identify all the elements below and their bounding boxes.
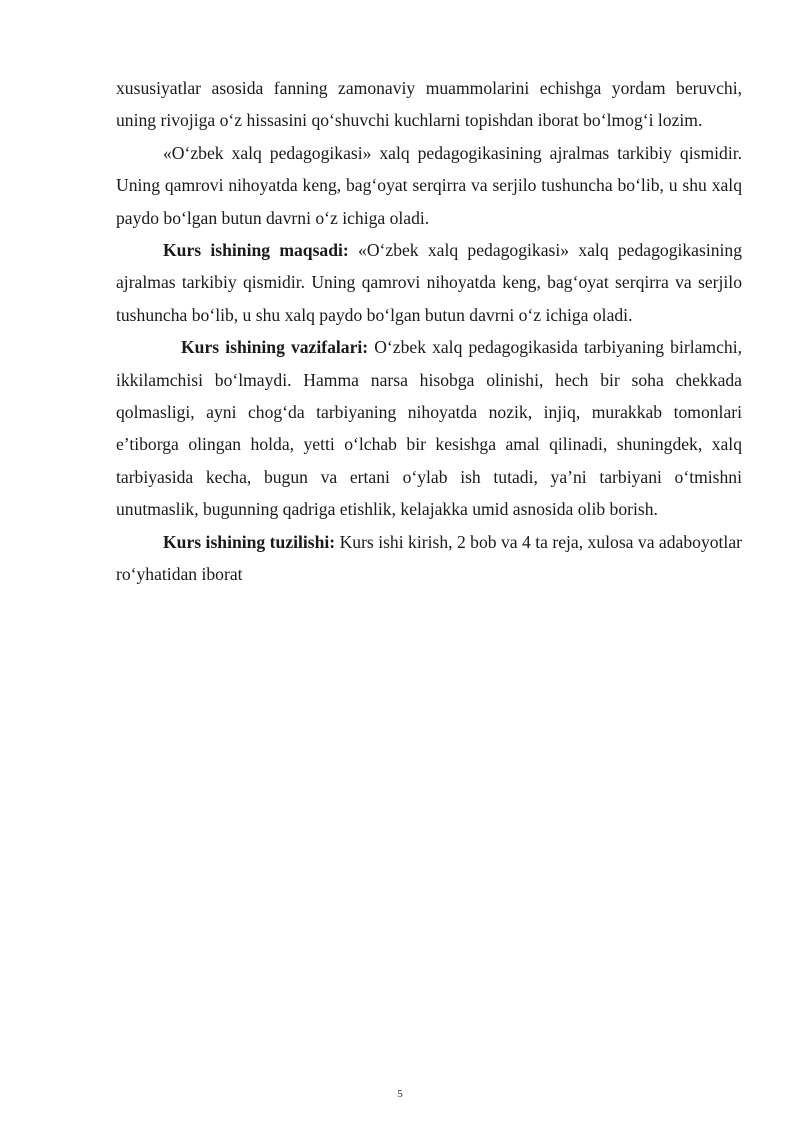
paragraph-2: «O‘zbek xalq pedagogikasi» xalq pedagogikasining ajralmas tarkibiy qismidir. Uning qamrovi nihoyatda keng, bag‘oyat serqirra va serjilo tushuncha bo‘lib, u shu xalq paydo bo‘lgan butun davrni o‘z ichiga oladi.	[116, 142, 742, 228]
structure-label: Kurs ishining tuzilishi:	[163, 531, 336, 552]
tasks-text: O‘zbek xalq pedagogikasida tarbiyaning birlamchi, ikkilamchisi bo‘lmaydi. Hamma narsa hisobga olinishi, hech bir soha chekkada qolmasligi, ayni chog‘da tarbiyaning nihoyatda nozik, injiq, murakkab tomonlari e’tiborga olingan holda, yetti o‘lchab bir kesishga amal qilinadi, shuningdek, xalq tarbiyasida kecha, bugun va ertani o‘ylab ish tutadi, ya’ni tarbiyani o‘tmishni unutmaslik, bugunning qadriga etishlik, kelajakka umid asnosida olib borish.	[116, 337, 742, 520]
paragraph-structure	[116, 526, 742, 591]
paragraph-purpose	[116, 234, 742, 331]
structure-text: Kurs ishi kirish, 2 bob va 4 ta reja, xulosa va adaboyotlar ro‘yhatidan iborat	[116, 531, 742, 585]
page-number: 5	[397, 1088, 403, 1100]
tasks-label: Kurs ishining vazifalari:	[181, 337, 369, 358]
paragraph-tasks	[116, 331, 742, 525]
purpose-text: «O‘zbek xalq pedagogikasi» xalq pedagogikasining ajralmas tarkibiy qismidir. Uning qamrovi nihoyatda keng, bag‘oyat serqirra va serjilo tushuncha bo‘lib, u shu xalq paydo bo‘lgan butun davrni o‘z ichiga oladi.	[116, 240, 742, 325]
paragraph-1: xususiyatlar asosida fanning zamonaviy muammolarini echishga yordam beruvchi, uning rivojiga o‘z hissasini qo‘shuvchi kuchlarni topishdan iborat bo‘lmog‘i lozim.	[116, 78, 742, 131]
purpose-label: Kurs ishining maqsadi:	[163, 240, 349, 261]
document-body	[116, 72, 742, 591]
